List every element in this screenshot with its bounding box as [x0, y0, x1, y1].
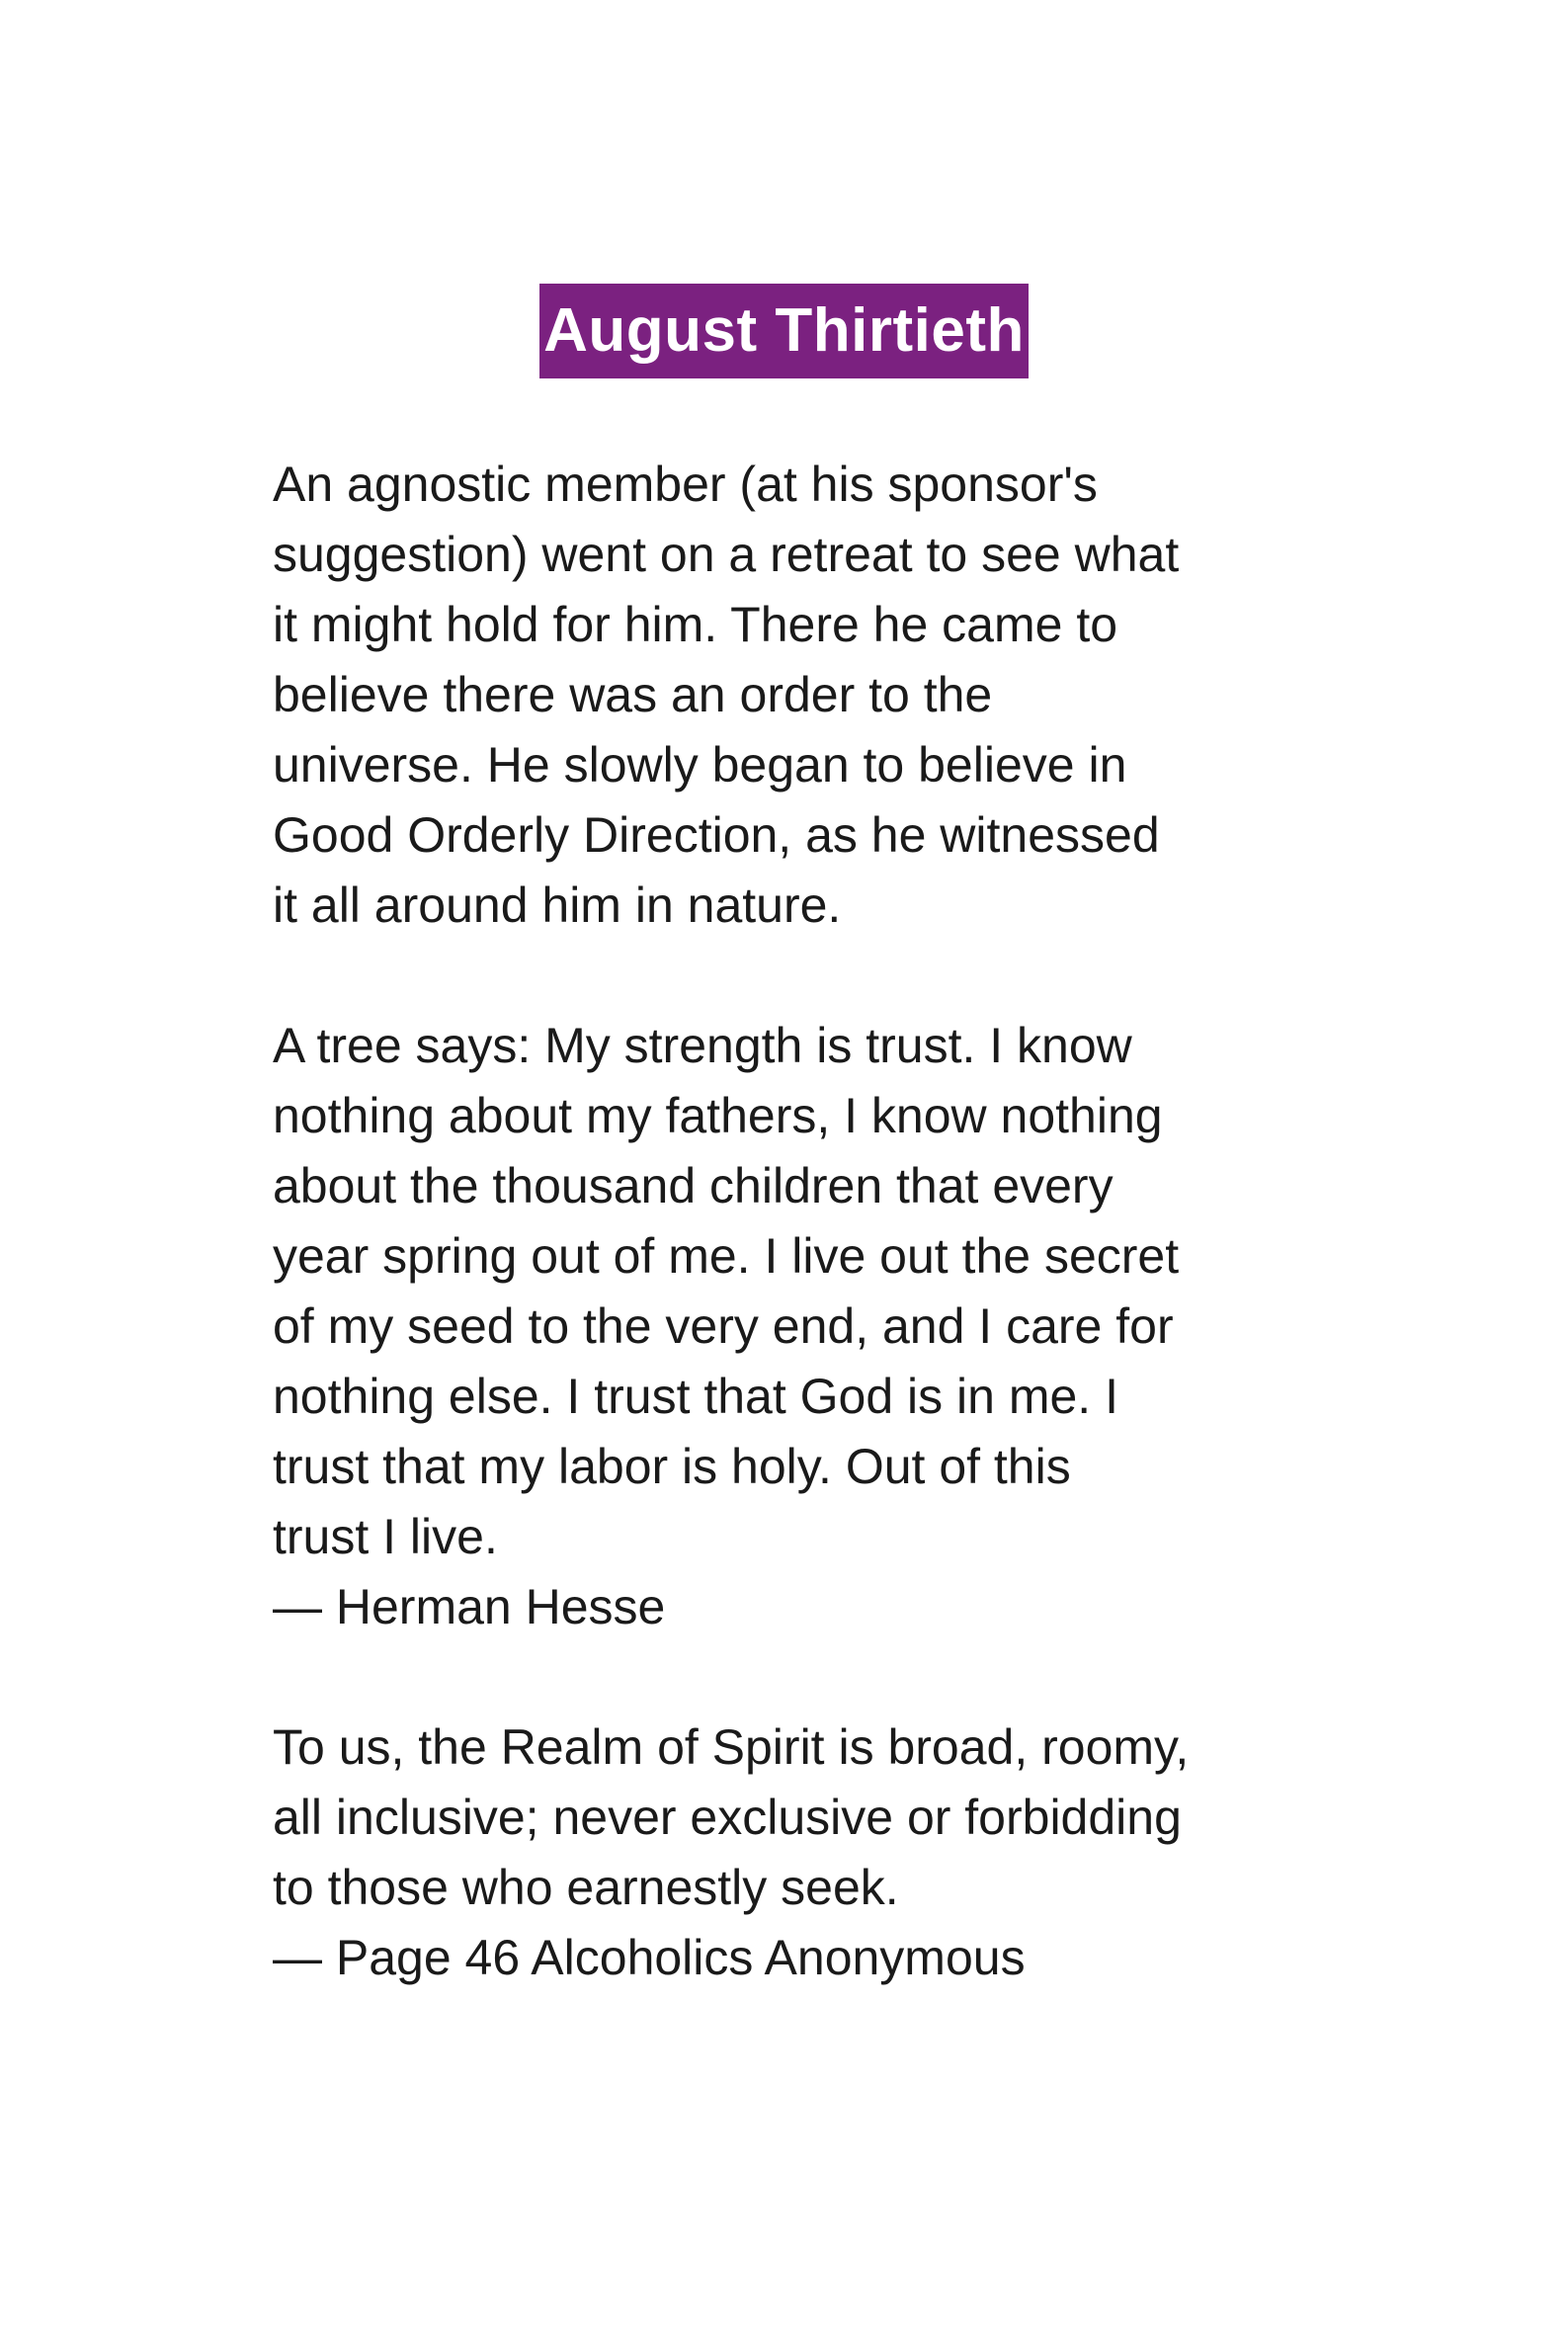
paragraph-reflection	[273, 450, 1300, 941]
text-line: nothing else. I trust that God is in me. I	[273, 1369, 1118, 1424]
text-line: year spring out of me. I live out the secret	[273, 1228, 1180, 1284]
paragraph-spacer	[273, 1642, 1300, 1712]
text-line: believe there was an order to the	[273, 667, 993, 722]
text-line: Good Orderly Direction, as he witnessed	[273, 807, 1160, 863]
text-line: about the thousand children that every	[273, 1158, 1114, 1213]
text-line: universe. He slowly began to believe in	[273, 737, 1127, 793]
text-line: nothing about my fathers, I know nothing	[273, 1088, 1163, 1143]
page-title: August Thirtieth	[539, 284, 1029, 378]
text-line: of my seed to the very end, and I care for	[273, 1298, 1174, 1354]
attribution-line: — Page 46 Alcoholics Anonymous	[273, 1930, 1026, 1985]
text-line: all inclusive; never exclusive or forbidding	[273, 1790, 1182, 1845]
paragraph-quote-hesse	[273, 1011, 1300, 1642]
text-line: it might hold for him. There he came to	[273, 597, 1118, 652]
text-line: it all around him in nature.	[273, 877, 842, 933]
text-line: suggestion) went on a retreat to see what	[273, 527, 1180, 582]
paragraph-spacer	[273, 941, 1300, 1011]
paragraph-quote-aa	[273, 1712, 1300, 1993]
text-line: A tree says: My strength is trust. I know	[273, 1018, 1132, 1073]
text-line: To us, the Realm of Spirit is broad, roomy,	[273, 1719, 1190, 1775]
text-line: trust I live.	[273, 1509, 498, 1564]
text-line: to those who earnestly seek.	[273, 1860, 899, 1915]
title-container	[0, 284, 1568, 378]
reading-body	[273, 450, 1300, 1993]
attribution-line: — Herman Hesse	[273, 1579, 666, 1634]
text-line: An agnostic member (at his sponsor's	[273, 457, 1098, 512]
text-line: trust that my labor is holy. Out of this	[273, 1439, 1071, 1494]
